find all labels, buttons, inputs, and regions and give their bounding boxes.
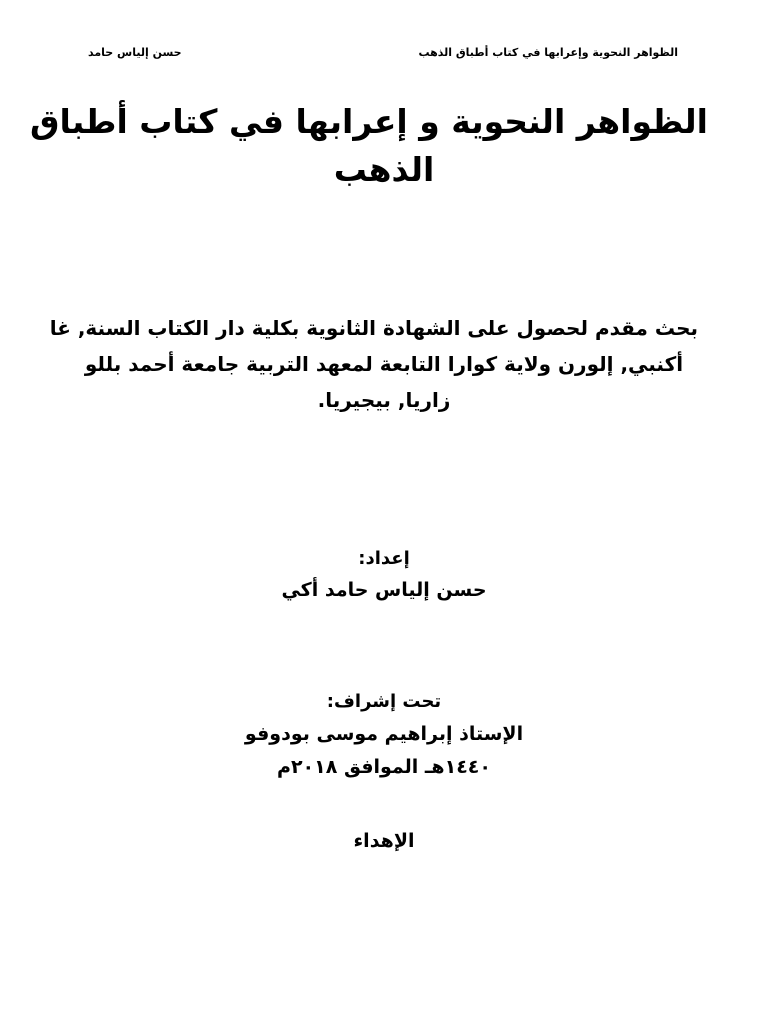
title-line-1: الظواهر النحوية و إعرابها في كتاب أطباق [30, 102, 708, 141]
supervisor-name: الإستاذ إبراهيم موسى بودوفو [244, 723, 524, 745]
document-title [30, 98, 708, 194]
page-header [88, 44, 678, 62]
header-author: حسن إلياس حامد [88, 46, 182, 59]
header-running-title: الظواهر النحوية وإعرابها في كتاب أطباق الذهب [418, 46, 678, 59]
preparation-label: إعداد: [358, 548, 410, 569]
description-line-1: بحث مقدم لحصول على الشهادة الثانوية بكلية دار الكتاب السنة, غا [49, 316, 698, 340]
document-date: ١٤٤٠هـ الموافق ٢٠١٨م [277, 756, 491, 778]
supervision-label: تحت إشراف: [326, 691, 442, 712]
author-name: حسن إلياس حامد أكي [281, 579, 487, 601]
description-line-2: أكنبي, إلورن ولاية كوارا التابعة لمعهد التربية جامعة أحمد بللو [84, 352, 684, 376]
description-line-3: زاريا, بيجيريا. [317, 388, 451, 412]
research-description [49, 310, 698, 418]
title-line-2: الذهب [333, 150, 435, 189]
dedication-heading: الإهداء [353, 830, 415, 852]
